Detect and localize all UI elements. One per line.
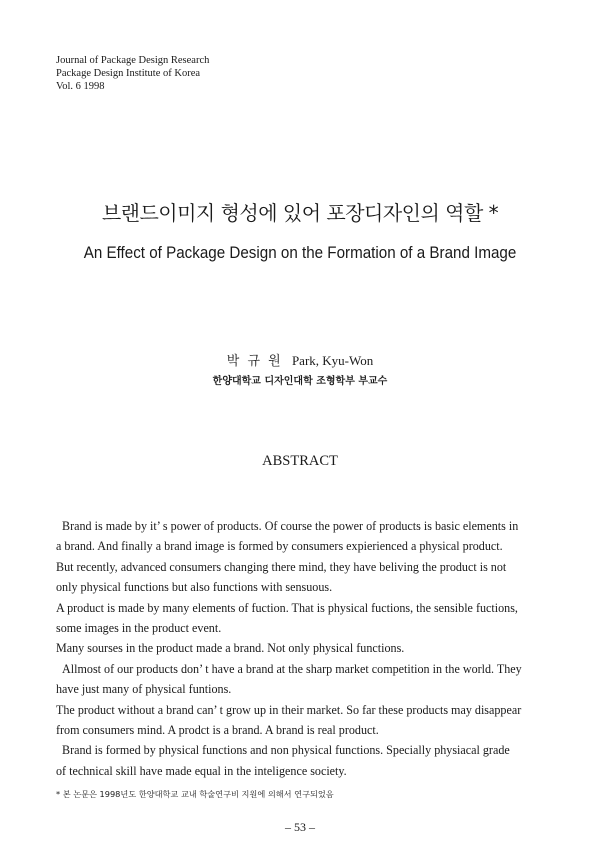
footnote: * 본 논문은 1998년도 한양대학교 교내 학술연구비 지원에 의해서 연구되었음: [56, 789, 334, 799]
publisher-name: Package Design Institute of Korea: [56, 68, 201, 79]
abstract-line: have just many of physical funtions.: [56, 682, 232, 697]
author-line: [0, 350, 600, 369]
abstract-line: Allmost of our products don’ t have a brand at the sharp market competition in the world. They: [56, 661, 522, 676]
abstract-line: of technical skill have made equal in the inteligence society.: [56, 763, 347, 778]
volume-info: Vol. 6 1998: [56, 81, 105, 92]
abstract-line: Brand is formed by physical functions and non physical functions. Specially physiacal grade: [56, 743, 510, 758]
title-korean: 브랜드이미지 형성에 있어 포장디자인의 역할 *: [101, 201, 499, 225]
abstract-line: a brand. And finally a brand image is formed by consumers expierienced a physical product.: [56, 539, 503, 554]
abstract-line: A product is made by many elements of fuction. That is physical fuctions, the sensible fuctions,: [56, 600, 518, 615]
abstract-line: But recently, advanced consumers changing there mind, they have beliving the product is not: [56, 559, 507, 574]
journal-name: Journal of Package Design Research: [56, 55, 210, 66]
author-name-english: Park, Kyu-Won: [291, 353, 374, 368]
abstract-body: [56, 516, 546, 781]
abstract-line: Many sourses in the product made a brand. Not only physical functions.: [56, 641, 405, 656]
journal-header: [56, 54, 209, 93]
author-name-korean: 박 규 원: [226, 354, 283, 369]
author-affiliation: 한양대학교 디자인대학 조형학부 부교수: [212, 376, 388, 387]
title-english: An Effect of Package Design on the Formation of a Brand Image: [83, 244, 517, 262]
page-number: – 53 –: [285, 820, 315, 834]
abstract-line: Brand is made by it’ s power of products. Of course the power of products is basic elements in: [56, 519, 519, 533]
abstract-line: only physical functions but also functions with sensuous.: [56, 580, 333, 595]
abstract-line: The product without a brand can’ t grow up in their market. So far these products may disappear: [56, 702, 522, 717]
abstract-heading: ABSTRACT: [262, 453, 338, 469]
abstract-line: from consumers mind. A prodct is a brand. A brand is real product.: [56, 723, 379, 738]
abstract-line: some images in the product event.: [56, 621, 222, 636]
